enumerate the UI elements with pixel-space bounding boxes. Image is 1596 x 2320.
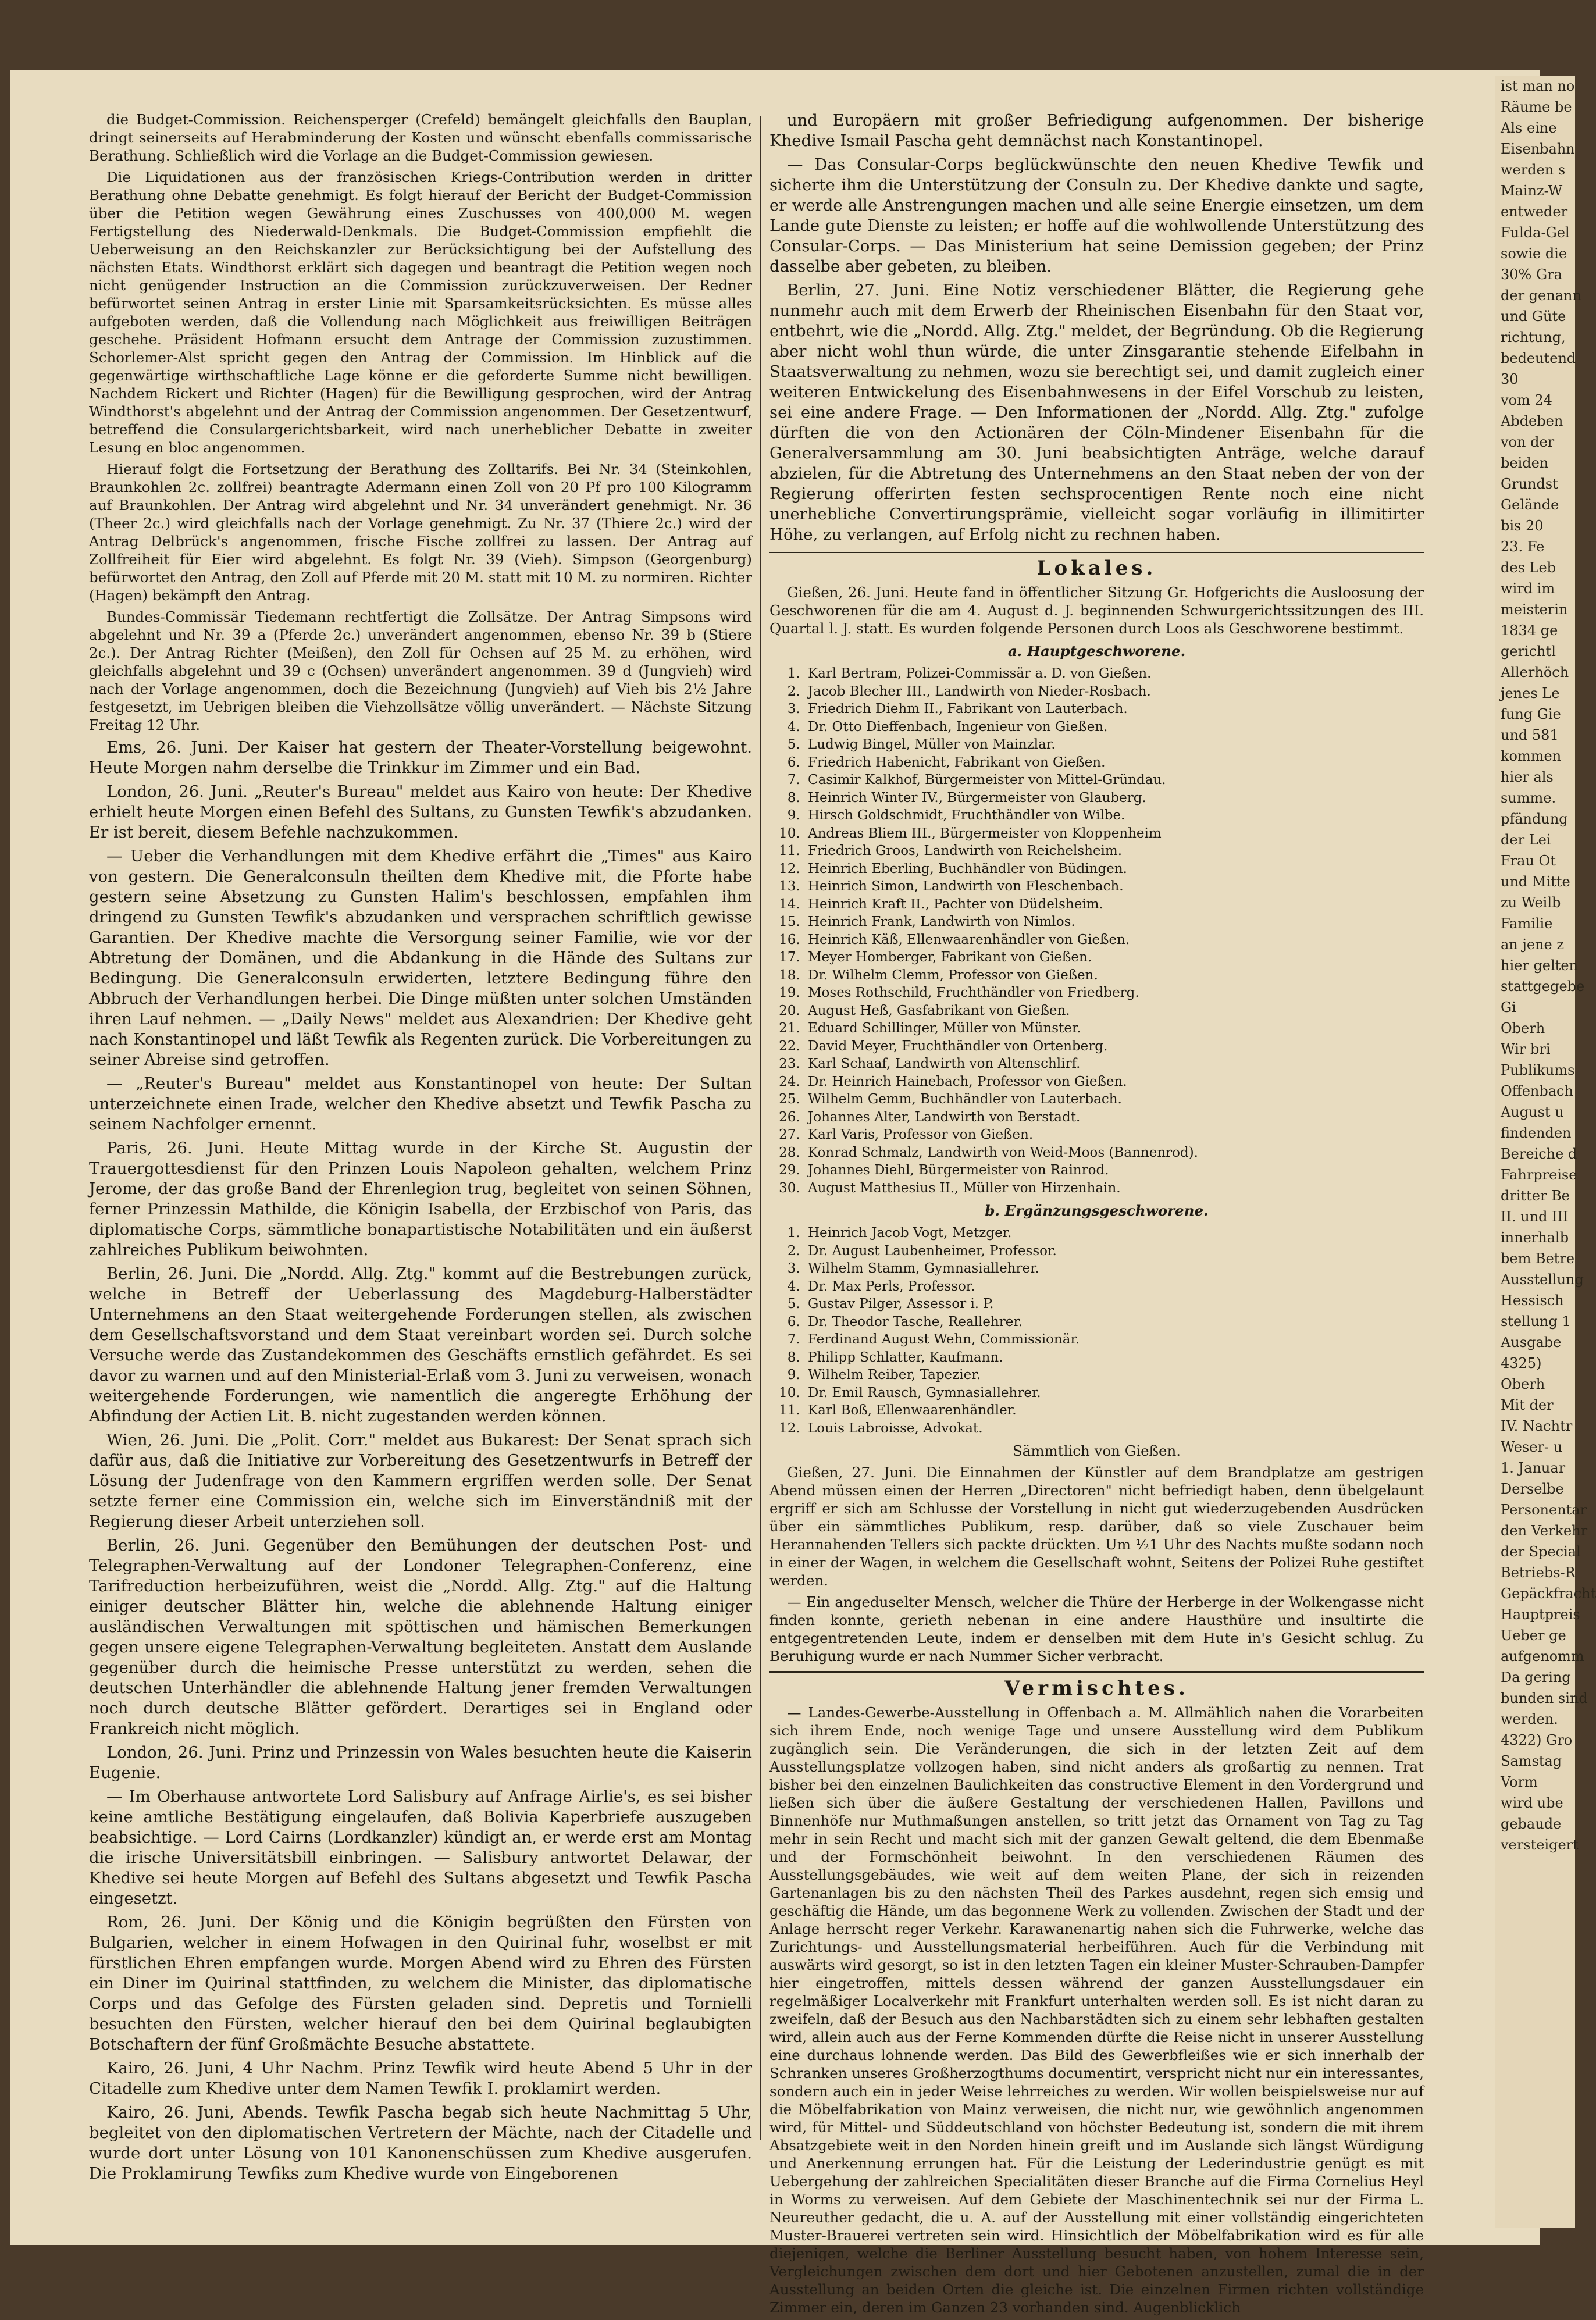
juror-entry: 12. Heinrich Eberling, Buchhändler von Büdingen. (804, 860, 1424, 878)
edge-text-line: Ausstellung (1501, 1271, 1584, 1288)
adjacent-page-edge (1495, 76, 1596, 2228)
lokales-note-1: Gießen, 27. Juni. Die Einnahmen der Künstler auf dem Brandplatze am gestrigen Abend müssen einen der Herren „Directoren" nicht befriedigt haben, denn übelgelaunt ergriff er sich am Schlusse der Vorstellung in nicht gut wiederzugebenden Ausdrücken über ein sämmtliches Publikum, resp. darüber, daß so viele Zuschauer beim Herannahenden Tellers sich packte drückten. Um ½1 Uhr des Nachts mußte sodann noch in einer der Wagen, in welchem die Gesellschaft wohnt, Seitens der Polizei Ruhe gestiftet werden. (770, 1464, 1424, 1589)
juror-entry: 2. Dr. August Laubenheimer, Professor. (804, 1242, 1424, 1260)
edge-text-line: innerhalb (1501, 1230, 1569, 1246)
column-divider (760, 116, 761, 2140)
edge-text-line: zu Weilb (1501, 894, 1561, 911)
juror-entry: 26. Johannes Alter, Landwirth von Berstadt. (804, 1109, 1424, 1127)
edge-text-line: fung Gie (1501, 706, 1561, 722)
juror-entry: 6. Friedrich Habenicht, Fabrikant von Gießen. (804, 754, 1424, 772)
edge-text-line: Eisenbahn (1501, 141, 1575, 157)
telegrams (89, 737, 752, 2184)
edge-text-line: und 581 (1501, 727, 1559, 743)
edge-text-line: Frau Ot (1501, 853, 1556, 869)
news-item: Rom, 26. Juni. Der König und die Königin begrüßten den Fürsten von Bulgarien, welcher in einem Hofwagen in den Quirinal fuhr, woselbst er mit fürstlichen Ehren empfangen wurde. Morgen Abend wird zu Ehren des Fürsten ein Diner im Quirinal stattfinden, zu welchem die Minister, das diplomatische Corps und das Gefolge des Fürsten geladen sind. Depretis und Tornielli besuchten den Fürsten, welcher hierauf den bei dem Quirinal beglaubigten Botschaftern der fünf Großmächte Besuche abstattete. (89, 1913, 752, 2054)
edge-text-line: gerichtl (1501, 643, 1556, 660)
juror-entry: 7. Casimir Kalkhof, Bürgermeister von Mittel-Gründau. (804, 771, 1424, 789)
telegrams-continued (770, 111, 1424, 545)
edge-text-line: 4322) Gro (1501, 1732, 1573, 1748)
edge-text-line: 30% Gra (1501, 266, 1562, 283)
edge-text-line: Fulda-Gel (1501, 224, 1570, 241)
newspaper-page (10, 70, 1540, 2316)
edge-text-line: summe. (1501, 790, 1556, 806)
juror-entry: 11. Karl Boß, Ellenwaarenhändler. (804, 1402, 1424, 1420)
edge-text-line: entweder (1501, 204, 1568, 220)
lokales-heading: Lokales. (1036, 557, 1157, 580)
edge-text-line: Allerhöch (1501, 664, 1569, 680)
edge-text-line: Vorm (1501, 1774, 1538, 1790)
edge-text-line: bem Betre (1501, 1250, 1575, 1267)
edge-text-line: Grundst (1501, 476, 1558, 492)
edge-text-line: hier als (1501, 769, 1554, 785)
right-column (770, 111, 1424, 2320)
edge-text-line: 23. Fe (1501, 539, 1545, 555)
edge-text-line: vom 24 (1501, 392, 1552, 408)
edge-text-line: meisterin (1501, 601, 1568, 618)
article-paragraph: Bundes-Commissär Tiedemann rechtfertigt die Zollsätze. Der Antrag Simpsons wird abgelehnt und Nr. 39 a (Pferde 2c.) unverändert angenommen, ebenso Nr. 39 b (Stiere 2c.). Der Antrag Richter (Meißen), den Zoll für Ochsen auf 25 M. zu erhöhen, wird gleichfalls abgelehnt und 39 c (Ochsen) unverändert angenommen. 39 d (Jungvieh) wird nach der Vorlage angenommen, doch die Bezeichnung (Jungvieh) auf Vieh bis 2½ Jahre festgesetzt, im Uebrigen bleiben die Viehzollsätze völlig unverändert. — Nächste Sitzung Freitag 12 Uhr. (89, 608, 752, 733)
edge-text-line: Mit der (1501, 1397, 1554, 1413)
edge-text-line: pfändung (1501, 811, 1568, 827)
edge-text-line: stattgegebe (1501, 978, 1585, 995)
juror-entry: 1. Karl Bertram, Polizei-Commissär a. D. von Gießen. (804, 665, 1424, 683)
edge-text-line: des Leb (1501, 559, 1556, 576)
edge-text-line: 4325) (1501, 1355, 1542, 1371)
edge-text-line: 1. Januar (1501, 1460, 1566, 1476)
edge-text-line: Gepäckfracht (1501, 1585, 1596, 1602)
juror-entry: 4. Dr. Otto Dieffenbach, Ingenieur von Gießen. (804, 718, 1424, 736)
juror-entry: 8. Heinrich Winter IV., Bürgermeister von Glauberg. (804, 789, 1424, 807)
juror-entry: 10. Andreas Bliem III., Bürgermeister von Kloppenheim (804, 825, 1424, 843)
edge-text-line: der Lei (1501, 832, 1551, 848)
edge-text-line: werden s (1501, 162, 1566, 178)
edge-text-line: jenes Le (1501, 685, 1560, 701)
edge-text-line: Oberh (1501, 1020, 1545, 1036)
edge-text-line: kommen (1501, 748, 1562, 764)
edge-text-line: der genann (1501, 287, 1581, 304)
edge-text-line: August u (1501, 1104, 1564, 1120)
section-divider (770, 551, 1424, 553)
edge-text-line: den Verkehr (1501, 1523, 1588, 1539)
edge-text-line: 1834 ge (1501, 622, 1558, 639)
juror-entry: 6. Dr. Theodor Tasche, Reallehrer. (804, 1313, 1424, 1331)
juror-entry: 8. Philipp Schlatter, Kaufmann. (804, 1349, 1424, 1367)
edge-text-line: findenden (1501, 1125, 1572, 1141)
edge-text-line: Hauptpreis (1501, 1606, 1580, 1623)
news-item: Kairo, 26. Juni, 4 Uhr Nachm. Prinz Tewfik wird heute Abend 5 Uhr in der Citadelle zum Khedive unter dem Namen Tewfik I. proklamirt werden. (89, 2059, 752, 2098)
edge-text-line: an jene z (1501, 936, 1564, 953)
juror-entry: 25. Wilhelm Gemm, Buchhändler von Lauterbach. (804, 1090, 1424, 1109)
juror-entry: 16. Heinrich Käß, Ellenwaarenhändler von Gießen. (804, 931, 1424, 949)
edge-text-line: Abdeben (1501, 413, 1563, 429)
lokales-note-2: — Ein angeduselter Mensch, welcher die Thüre der Herberge in der Wolkengasse nicht finden konnte, gerieth nebenan in eine andere Hausthüre und insultirte die entgegentretenden Leute, indem er denselben mit dem Hute in's Gesicht schlug. Zu Beruhigung wurde er nach Nummer Sicher verbracht. (770, 1594, 1424, 1665)
edge-text-line: Hessisch (1501, 1292, 1564, 1309)
lokales-section (770, 583, 1424, 1665)
article-paragraph: Die Liquidationen aus der französischen Kriegs-Contribution werden in dritter Berathung ohne Debatte genehmigt. Es folgt hierauf der Bericht der Budget-Commission über die Petition wegen Gewährung eines Zuschusses von 400,000 M. wegen Fertigstellung des Niederwald-Denkmals. Die Budget-Commission empfiehlt die Ueberweisung an den Reichskanzler zur Berücksichtigung bei der Aufstellung des nächsten Etats. Windthorst erklärt sich dagegen und beantragt die Petition wegen noch nicht genügender Instruction an die Commission zurückzuverweisen. Der Redner befürwortet seinen Antrag in erster Linie mit Sparsamkeitsrücksichten. Es müsse alles aufgeboten werden, daß die Vollendung nach Möglichkeit aus freiwilligen Beiträgen geschehe. Präsident Hofmann ersucht dem Antrage der Commission zuzustimmen. Schorlemer-Alst spricht gegen den Antrag der Commission. Im Hinblick auf die gegenwärtige wirthschaftliche Lage könne er die geforderte Summe nicht bewilligen. Nachdem Rickert und Richter (Hagen) für die Bewilligung gesprochen, wird der Antrag Windthorst's abgelehnt und der Antrag der Commission angenommen. Der Gesetzentwurf, betreffend die Consulargerichtsbarkeit, wird nach unerheblicher Debatte in zweiter Lesung en bloc angenommen. (89, 169, 752, 456)
edge-text-line: Weser- u (1501, 1439, 1563, 1455)
edge-text-line: aufgenomm (1501, 1648, 1584, 1665)
juror-entry: 15. Heinrich Frank, Landwirth von Nimlos. (804, 913, 1424, 931)
edge-text-line: versteigert (1501, 1837, 1579, 1853)
ergaenzung-heading: b. Ergänzungsgeschworene. (985, 1202, 1209, 1219)
news-item: Berlin, 26. Juni. Gegenüber den Bemühungen der deutschen Post- und Telegraphen-Verwaltung auf der Londoner Telegraphen-Conferenz, eine Tarifreduction herbeizuführen, weist die „Nordd. Allg. Ztg." auf die Haltung einiger deutscher Blätter hin, welche die ablehnende Haltung einiger ausländischen Verwaltungen mit spöttischen und hämischen Bemerkungen gegen unsere eigene Telegraphen-Verwaltung begleiteten. Anstatt dem Auslande gegenüber durch die heimische Presse unterstützt zu werden, sehen die deutschen Unterhändler die ablehnende Haltung jener fremden Verwaltungen noch durch deutsche Blätter gefördert. Derartiges sei in England oder Frankreich nicht möglich. (89, 1536, 752, 1738)
edge-text-line: gebaude (1501, 1816, 1562, 1832)
edge-text-line: Fahrpreise (1501, 1167, 1577, 1183)
juror-entry: 12. Louis Labroisse, Advokat. (804, 1420, 1424, 1438)
juror-entry: 17. Meyer Homberger, Fabrikant von Gießen. (804, 949, 1424, 967)
juror-entry: 29. Johannes Diehl, Bürgermeister von Rainrod. (804, 1161, 1424, 1179)
edge-text-line: Samstag (1501, 1753, 1562, 1769)
juror-entry: 4. Dr. Max Perls, Professor. (804, 1278, 1424, 1296)
article-paragraph: Hierauf folgt die Fortsetzung der Berathung des Zolltarifs. Bei Nr. 34 (Steinkohlen, Braunkohlen 2c. zollfrei) beantragte Adermann einen Zoll von 20 Pf pro 100 Kilogramm auf Braunkohlen. Der Antrag wird abgelehnt und Nr. 34 unverändert genehmigt. Nr. 36 (Theer 2c.) wird gleichfalls nach der Vorlage genehmigt. Zu Nr. 37 (Thiere 2c.) wird der Antrag Delbrück's angenommen, frische Fische zollfrei zu lassen. Der Antrag auf Zollfreiheit für Eier wird abgelehnt. Es folgt Nr. 39 (Vieh). Simpson (Georgenburg) befürwortet den Antrag, den Zoll auf Pferde mit 20 M. statt mit 10 M. zu normiren. Richter (Hagen) bekämpft den Antrag. (89, 461, 752, 604)
edge-text-line: dritter Be (1501, 1188, 1570, 1204)
edge-text-line: Ueber ge (1501, 1627, 1566, 1644)
juror-entry: 21. Eduard Schillinger, Müller von Münster. (804, 1020, 1424, 1038)
juror-entry: 18. Dr. Wilhelm Clemm, Professor von Gießen. (804, 967, 1424, 985)
edge-text-line: IV. Nachtr (1501, 1418, 1573, 1434)
juror-entry: 11. Friedrich Groos, Landwirth von Reichelsheim. (804, 842, 1424, 860)
juror-entry: 28. Konrad Schmalz, Landwirth von Weid-Moos (Bannenrod). (804, 1144, 1424, 1162)
juror-entry: 13. Heinrich Simon, Landwirth von Fleschenbach. (804, 878, 1424, 896)
edge-text-line: beiden (1501, 455, 1549, 471)
vermischtes-text: — Landes-Gewerbe-Ausstellung in Offenbach a. M. Allmählich nahen die Vorarbeiten sich ihrem Ende, noch wenige Tage und unsere Ausstellung wird dem Publikum zugänglich sein. Die Veränderungen, die sich in der letzten Zeit auf dem Ausstellungsplatze vollzogen haben, sind nicht anders als großartig zu nennen. Trat bisher bei den einzelnen Baulichkeiten das constructive Element in den Vordergrund und ließen sich über die äußere Gestaltung der verschiedenen Hallen, Pavillons und Binnenhöfe nur Muthmaßungen anstellen, so tritt jetzt das Ornament von Tag zu Tag mehr in sein Recht und macht sich mit der ganzen Gewalt geltend, die dem Ebenmaße und der Formschönheit beiwohnt. In den verschiedenen Räumen des Ausstellungsgebäudes, wie weit auf dem weiten Plane, der sich in reizenden Gartenanlagen bis zu den nächsten Theil des Parkes ausdehnt, regen sich emsig und geschäftig die Hände, um das begonnene Werk zu vollenden. Zwischen der Stadt und der Anlage herrscht reger Verkehr. Karawanenartig nahen sich die Fuhrwerke, welche das Zurichtungs- und Ausstellungsmaterial herbeiführen. Auch für die Verbindung mit auswärts wird gesorgt, so ist in den letzten Tagen ein kleiner Muster-Schrauben-Dampfer hier eingetroffen, mittels dessen während der ganzen Ausstellungsdauer ein regelmäßiger Localverkehr mit Frankfurt unterhalten werden soll. Es ist nicht daran zu zweifeln, daß der Besuch aus den Nachbarstädten sich zu einem sehr lebhaften gestalten wird, allein auch aus der Ferne Kommenden dürfte die Reise nicht in unserer Ausstellung eine durchaus lohnende werden. Das Bild des Gewerbfleißes wie er sich innerhalb der Schranken unseres Großherzogthums documentirt, verspricht nicht nur ein interessantes, sondern auch ein in jeder Weise lehrreiches zu werden. Wir wollen beispielsweise nur auf die Möbelfabrikation von Mainz verweisen, die nicht nur, wie gewöhnlich angenommen wird, für Mittel- und Süddeutschland von höchster Bedeutung ist, sondern die mit ihrem Absatzgebiete weit in den Norden hinein greift und im Auslande sich längst Würdigung und Anerkennung errungen hat. Für die Leistung der Lederindustrie genügt es mit Uebergehung der zahlreichen Specialitäten dieser Branche auf die Firma Cornelius Heyl in Worms zu verweisen. Auf dem Gebiete der Maschinentechnik sei nur der Firma L. Neureuther gedacht, die u. A. auf der Ausstellung mit einer vollständig eingerichteten Muster-Brauerei vertreten sein wird. Hinsichtlich der Möbelfabrikation wird es für alle diejenigen, welche die Berliner Ausstellung besucht haben, von hohem Interesse sein, Vergleichungen zwischen dem dort und hier Gebotenen anzustellen, zumal die in der Ausstellung an beiden Orten die gleiche ist. Die einzelnen Firmen richten vollständige Zimmer ein, deren im Ganzen 23 vorhanden sind. Augenblicklich (770, 1704, 1424, 2316)
news-item: — Im Oberhause antwortete Lord Salisbury auf Anfrage Airlie's, es sei bisher keine amtliche Bestätigung eingelaufen, daß Bolivia Kaperbriefe auszugeben beabsichtige. — Lord Cairns (Lordkanzler) kündigt an, er werde erst am Montag die irische Universitätsbill einbringen. — Salisbury antwortet Delawar, der Khedive sei heute Morgen auf Befehl des Sultans abgesetzt und Tewfik Pascha eingesetzt. (89, 1787, 752, 1908)
news-item: — Ueber die Verhandlungen mit dem Khedive erfährt die „Times" aus Kairo von gestern. Die Generalconsuln theilten dem Khedive mit, die Pforte habe gestern seine Absetzung zu Gunsten Halim's beschlossen, empfahlen ihm dringend zu Gunsten Tewfik's abzudanken und versprachen schriftlich gewisse Garantien. Der Khedive machte die Versorgung seiner Familie, wie vor der Abtretung der Domänen, und die Abdankung in die Hände des Sultans zur Bedingung. Die Generalconsuln erwiderten, letztere Bedingung führe den Abbruch der Verhandlungen herbei. Die Dinge müßten unter solchen Umständen ihren Lauf nehmen. — „Daily News" meldet aus Alexandrien: Der Khedive geht nach Konstantinopel und läßt Tewfik als Regenten zurück. Die Vorbereitungen zu seiner Abreise sind getroffen. (89, 847, 752, 1069)
juror-entry: 19. Moses Rothschild, Fruchthändler von Friedberg. (804, 984, 1424, 1002)
lokales-footer: Sämmtlich von Gießen. (1012, 1442, 1181, 1459)
news-item: Berlin, 27. Juni. Eine Notiz verschiedener Blätter, die Regierung gehe nunmehr auch mit dem Erwerb der Rheinischen Eisenbahn für den Staat vor, entbehrt, wie die „Nordd. Allg. Ztg." meldet, der Begründung. Ob die Regierung aber nicht wohl thun würde, die unter Zinsgarantie stehende Eifelbahn in Staatsverwaltung zu nehmen, wozu sie berechtigt sei, und damit zugleich einer weiteren Entwickelung des Eisenbahnwesens in der Eifel Vorschub zu leisten, sei eine andere Frage. — Den Informationen der „Nordd. Allg. Ztg." zufolge dürften die von den Actionären der Cöln-Mindener Eisenbahn für die Generalversammlung am 30. Juni beabsichtigten Anträge, welche darauf abzielen, für die Abtretung des Unternehmens an den Staat neben der von der Regierung offerirten festen sechsprocentigen Rente noch eine nicht unerhebliche Convertirungsprämie, vielleicht sogar vorläufig in illimitirter Höhe, zu verlangen, auf Erfolg nicht zu rechnen haben. (770, 281, 1424, 544)
juror-entry: 5. Ludwig Bingel, Müller von Mainzlar. (804, 736, 1424, 754)
juror-entry: 23. Karl Schaaf, Landwirth von Altenschlirf. (804, 1055, 1424, 1073)
juror-entry: 30. August Matthesius II., Müller von Hirzenhain. (804, 1179, 1424, 1198)
juror-entry: 1. Heinrich Jacob Vogt, Metzger. (804, 1224, 1424, 1242)
edge-text-line: Personentar (1501, 1502, 1587, 1518)
left-column (89, 111, 752, 2187)
edge-text-line: ist man no (1501, 78, 1575, 94)
juror-entry: 9. Wilhelm Reiber, Tapezier. (804, 1366, 1424, 1384)
edge-text-line: Offenbach (1501, 1083, 1573, 1099)
edge-text-line: und Mitte (1501, 874, 1570, 890)
edge-text-line: sowie die (1501, 245, 1568, 262)
edge-text-line: bis 20 (1501, 518, 1544, 534)
edge-text-line: richtung, (1501, 329, 1566, 345)
juror-entry: 20. August Heß, Gasfabrikant von Gießen. (804, 1002, 1424, 1020)
edge-text-line: wird ube (1501, 1795, 1563, 1811)
news-item: — Das Consular-Corps beglückwünschte den neuen Khedive Tewfik und sicherte ihm die Unterstützung der Consuln zu. Der Khedive dankte und sagte, er werde alle Anstrengungen machen und alle seine Energie einsetzen, um dem Lande gute Dienste zu leisten; er hoffe auf die wohlwollende Unterstützung des Consular-Corps. — Das Ministerium hat seine Demission gegeben; der Prinz dasselbe aber gebeten, zu bleiben. (770, 155, 1424, 276)
reichstag-report (89, 111, 752, 734)
vermischtes-heading: Vermischtes. (1004, 1677, 1189, 1700)
edge-text-line: Betriebs-R (1501, 1565, 1576, 1581)
edge-text-line: wird im (1501, 580, 1555, 597)
juror-entry: 10. Dr. Emil Rausch, Gymnasiallehrer. (804, 1384, 1424, 1402)
juror-entry: 24. Dr. Heinrich Hainebach, Professor von Gießen. (804, 1073, 1424, 1091)
edge-text-line: Mainz-W (1501, 183, 1563, 199)
edge-text-line: stellung 1 (1501, 1313, 1571, 1330)
edge-text-line: Familie (1501, 915, 1553, 932)
juror-entry: 7. Ferdinand August Wehn, Commissionär. (804, 1331, 1424, 1349)
edge-text-line: Gi (1501, 999, 1516, 1015)
news-item: Berlin, 26. Juni. Die „Nordd. Allg. Ztg." kommt auf die Bestrebungen zurück, welche in Betreff der Ueberlassung des Magdeburg-Halberstädter Unternehmens an den Staat weitergehende Forderungen stellen, als zwischen dem Gesellschaftsvorstand und dem Staat vereinbart worden sei. Durch solche Versuche werde das Zustandekommen des Geschäfts ernstlich gefährdet. Es sei davor zu warnen und auf den Ministerial-Erlaß vom 3. Juni zu verweisen, wonach weitergehende Forderungen, wie namentlich die angeregte Erhöhung der Abfindung der Actien Lit. B. nicht zugestanden werden können. (89, 1264, 752, 1426)
edge-text-line: Wir bri (1501, 1041, 1551, 1057)
edge-text-line: Räume be (1501, 99, 1572, 115)
juror-entry: 14. Heinrich Kraft II., Pachter von Düdelsheim. (804, 896, 1424, 914)
haupt-heading: a. Hauptgeschworene. (1007, 643, 1186, 660)
news-item: und Europäern mit großer Befriedigung aufgenommen. Der bisherige Khedive Ismail Pascha geht demnächst nach Konstantinopel. (770, 111, 1424, 150)
ergaenzungsgeschworene-list (804, 1224, 1424, 1437)
edge-text-line: und Güte (1501, 308, 1566, 325)
edge-text-line: Derselbe (1501, 1481, 1564, 1497)
juror-entry: 22. David Meyer, Fruchthändler von Ortenberg. (804, 1038, 1424, 1056)
article-paragraph: die Budget-Commission. Reichensperger (Crefeld) bemängelt gleichfalls den Bauplan, dringt seinerseits auf Herabminderung der Kosten und wünscht ebenfalls commissarische Berathung. Schließlich wird die Vorlage an die Budget-Commission gewiesen. (89, 111, 752, 164)
edge-text-line: Publikums (1501, 1062, 1575, 1078)
news-item: Ems, 26. Juni. Der Kaiser hat gestern der Theater-Vorstellung beigewohnt. Heute Morgen nahm derselbe die Trinkkur im Zimmer und ein Bad. (89, 738, 752, 777)
edge-text-line: Da gering (1501, 1669, 1571, 1685)
edge-text-line: II. und III (1501, 1209, 1569, 1225)
hauptgeschworene-list (804, 665, 1424, 1197)
edge-text-line: Ausgabe (1501, 1334, 1562, 1350)
edge-text-line: Gelände (1501, 497, 1559, 513)
edge-text-line: von der (1501, 434, 1555, 450)
juror-entry: 3. Wilhelm Stamm, Gymnasiallehrer. (804, 1260, 1424, 1278)
edge-text-line: Oberh (1501, 1376, 1545, 1392)
edge-text-line: Bereiche d (1501, 1146, 1577, 1162)
juror-entry: 27. Karl Varis, Professor von Gießen. (804, 1126, 1424, 1144)
lokales-intro: Gießen, 26. Juni. Heute fand in öffentlicher Sitzung Gr. Hofgerichts die Ausloosung der Geschworenen für die am 4. August d. J. beginnenden Schwurgerichtssitzungen des III. Quartal l. J. statt. Es wurden folgende Personen durch Loos als Geschworene bestimmt. (770, 584, 1424, 637)
news-item: Wien, 26. Juni. Die „Polit. Corr." meldet aus Bukarest: Der Senat sprach sich dafür aus, daß die Initiative zur Vorbereitung des Gesetzentwurfs in Betreff der Lösung der Judenfrage von den Kammern ergriffen werden solle. Der Senat setzte ferner eine Commission ein, welche sich im Einverständniß mit der Regierung dieser Arbeit unterziehen soll. (89, 1431, 752, 1531)
juror-entry: 5. Gustav Pilger, Assessor i. P. (804, 1295, 1424, 1313)
news-item: — „Reuter's Bureau" meldet aus Konstantinopel von heute: Der Sultan unterzeichnete einen Irade, welcher den Khedive absetzt und Tewfik Pascha zu seinem Nachfolger ernennt. (89, 1074, 752, 1134)
juror-entry: 2. Jacob Blecher III., Landwirth von Nieder-Rosbach. (804, 683, 1424, 701)
juror-entry: 3. Friedrich Diehm II., Fabrikant von Lauterbach. (804, 700, 1424, 718)
news-item: Paris, 26. Juni. Heute Mittag wurde in der Kirche St. Augustin der Trauergottesdienst für den Prinzen Louis Napoleon gehalten, welchem Prinz Jerome, der das große Band der Ehrenlegion trug, begleitet von seinen Söhnen, ferner Prinzessin Mathilde, die Königin Isabella, der Erzbischof von Paris, das diplomatische Corps, sämmtliche bonapartistische Notabilitäten und ein äußerst zahlreiches Publikum beiwohnten. (89, 1139, 752, 1259)
juror-entry: 9. Hirsch Goldschmidt, Fruchthändler von Wilbe. (804, 807, 1424, 825)
news-item: London, 26. Juni. Prinz und Prinzessin von Wales besuchten heute die Kaiserin Eugenie. (89, 1743, 752, 1782)
edge-text-line: werden. (1501, 1711, 1558, 1727)
news-item: Kairo, 26. Juni, Abends. Tewfik Pascha begab sich heute Nachmittag 5 Uhr, begleitet von den diplomatischen Vertretern der Mächte, nach der Citadelle und wurde dort unter Lösung von 101 Kanonenschüssen zum Khedive ausgerufen. Die Proklamirung Tewfiks zum Khedive wurde von Eingeborenen (89, 2103, 752, 2183)
edge-text-line: 30 (1501, 371, 1519, 387)
edge-text-line: Als eine (1501, 120, 1557, 136)
edge-text-line: der Special (1501, 1544, 1581, 1560)
section-divider (770, 1671, 1424, 1673)
edge-text-line: bedeutend (1501, 350, 1576, 366)
edge-text-line: hier gelten (1501, 957, 1578, 974)
news-item: London, 26. Juni. „Reuter's Bureau" meldet aus Kairo von heute: Der Khedive erhielt heute Morgen einen Befehl des Sultans, zu Gunsten Tewfik's abzudanken. Er ist bereit, diesem Befehle nachzukommen. (89, 782, 752, 842)
edge-text-line: bunden sind (1501, 1690, 1588, 1706)
